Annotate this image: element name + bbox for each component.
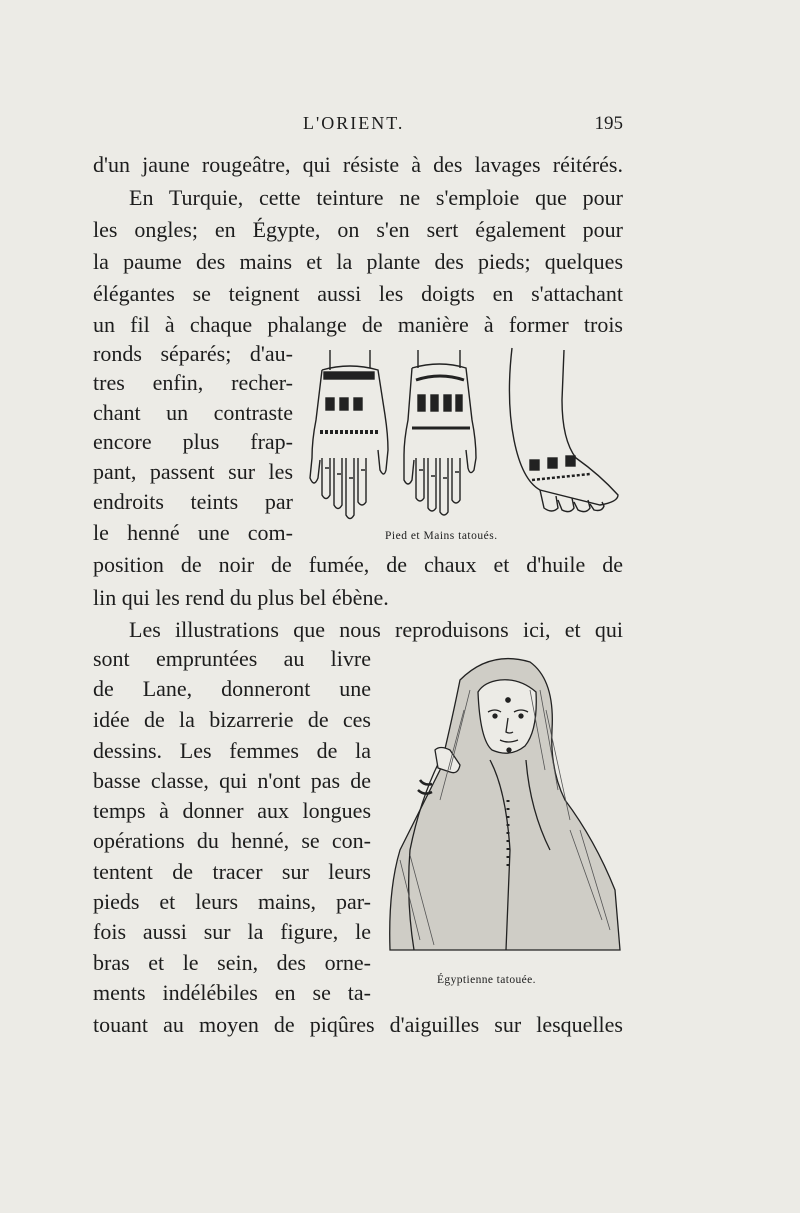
running-header [93, 113, 623, 141]
text-line: opérations du henné, se con- [93, 828, 371, 853]
text-line: la paume des mains et la plante des pieds; quelques [93, 249, 623, 274]
text-line: touant au moyen de piqûres d'aiguilles sur lesquelles [93, 1012, 623, 1037]
text-line: tres enfin, recher- [93, 370, 293, 395]
text-line: les ongles; en Égypte, on s'en sert également pour [93, 217, 623, 242]
text-line: tentent de tracer sur leurs [93, 859, 371, 884]
text-line: ronds séparés; d'au- [93, 341, 293, 366]
text-line: idée de la bizarrerie de ces [93, 707, 371, 732]
left-hand-drawing [310, 350, 388, 519]
text-line: bras et le sein, des orne- [93, 950, 371, 975]
right-hand-drawing [404, 350, 476, 515]
text-line: un fil à chaque phalange de manière à former trois [93, 312, 623, 337]
woman-figure-caption: Égyptienne tatouée. [437, 974, 536, 986]
text-line: encore plus frap- [93, 429, 293, 454]
text-line: le henné une com- [93, 520, 293, 545]
text-line: lin qui les rend du plus bel ébène. [93, 585, 389, 610]
text-line: basse classe, qui n'ont pas de [93, 768, 371, 793]
text-line: temps à donner aux longues [93, 798, 371, 823]
text-line: pant, passent sur les [93, 459, 293, 484]
text-line: ments indélébiles en se ta- [93, 980, 371, 1005]
text-line: Les illustrations que nous reproduisons ici, et qui [129, 617, 623, 642]
text-line: fois aussi sur la figure, le [93, 919, 371, 944]
text-line: dessins. Les femmes de la [93, 738, 371, 763]
tattooed-hands-illustration [300, 340, 625, 530]
hands-figure-caption: Pied et Mains tatoués. [385, 530, 498, 542]
tattooed-woman-illustration [380, 650, 625, 960]
text-line: En Turquie, cette teinture ne s'emploie que pour [129, 185, 623, 210]
foot-drawing [509, 348, 618, 512]
text-line: sont empruntées au livre [93, 646, 371, 671]
text-line: de Lane, donneront une [93, 676, 371, 701]
text-line: endroits teints par [93, 489, 293, 514]
running-title: L'ORIENT. [303, 113, 405, 133]
page-number: 195 [594, 113, 623, 134]
text-line: élégantes se teignent aussi les doigts en s'attachant [93, 281, 623, 306]
text-line: pieds et leurs mains, par- [93, 889, 371, 914]
text-line: position de noir de fumée, de chaux et d'huile de [93, 552, 623, 577]
text-line: d'un jaune rougeâtre, qui résiste à des lavages réitérés. [93, 152, 623, 177]
text-line: chant un contraste [93, 400, 293, 425]
